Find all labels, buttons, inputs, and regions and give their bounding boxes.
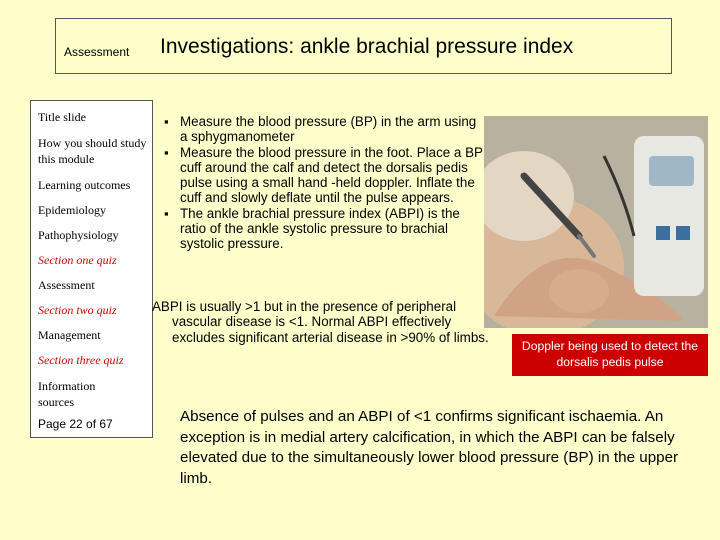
slide-title: Investigations: ankle brachial pressure index <box>160 35 574 58</box>
navigation-panel <box>30 100 153 438</box>
nav-item-section-two-quiz[interactable]: Section two quiz <box>38 303 117 317</box>
nav-item-information-sources[interactable]: Information sources <box>38 379 96 409</box>
nav-item-assessment[interactable]: Assessment <box>38 278 95 292</box>
bullet-item: ▪ Measure the blood pressure (BP) in the arm using a sphygmanometer <box>164 114 486 145</box>
nav-item-epidemiology[interactable]: Epidemiology <box>38 203 106 217</box>
nav-item-learning-outcomes[interactable]: Learning outcomes <box>38 178 131 192</box>
bullet-item: ▪ The ankle brachial pressure index (ABPI) is the ratio of the ankle systolic pressure to brachial systolic pressure. <box>164 206 486 252</box>
nav-item-management[interactable]: Management <box>38 328 101 342</box>
photo-caption: Doppler being used to detect the dorsalis pedis pulse <box>512 334 708 376</box>
instruction-bullets <box>164 114 486 252</box>
abpi-paragraph: ABPI is usually >1 but in the presence of peripheral vascular disease is <1. Normal ABPI effectively excludes significant arterial disease in >90% of limbs. <box>152 299 489 345</box>
nav-item-how-to-study[interactable]: How you should study this module <box>38 136 147 166</box>
title-box <box>55 18 672 74</box>
conclusion-text: Absence of pulses and an ABPI of <1 confirms significant ischaemia. An exception is in medial artery calcification, in which the ABPI can be falsely elevated due to the simultaneously lower blood pressure (BP) in the upper limb. <box>180 408 679 487</box>
bullet-item: ▪ Measure the blood pressure in the foot. Place a BP cuff around the calf and detect the dorsalis pedis pulse using a small hand -held doppler. Inflate the cuff and slowly deflate until the pulse appears. <box>164 145 486 206</box>
nav-item-pathophysiology[interactable]: Pathophysiology <box>38 228 119 242</box>
section-label: Assessment <box>64 45 130 59</box>
nav-item-title-slide[interactable]: Title slide <box>38 110 86 124</box>
nav-item-section-one-quiz[interactable]: Section one quiz <box>38 253 117 267</box>
page-indicator: Page 22 of 67 <box>38 417 113 431</box>
doppler-photo <box>484 116 708 328</box>
nav-item-section-three-quiz[interactable]: Section three quiz <box>38 353 124 367</box>
doppler-illustration <box>484 116 708 328</box>
